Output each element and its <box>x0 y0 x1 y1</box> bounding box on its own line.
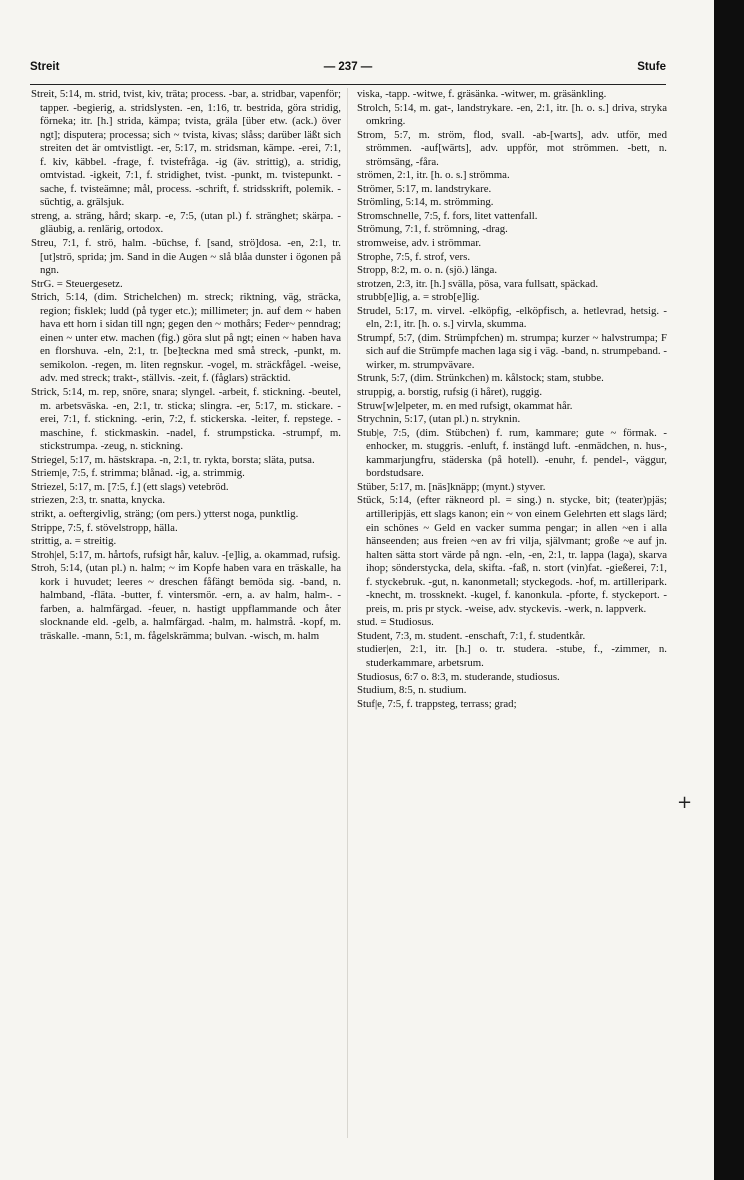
dictionary-entry: Strich, 5:14, (dim. Strichelchen) m. streck; riktning, väg, sträcka, region; fisklek; ludd (på tyger etc.); millimeter; jn. auf dem ~ haben hava ett horn i sidan till ngn; gegen den ~ mothårs; Feder~ penndrag; einen ~ unter etw. machen (fig.) göra slut på ngt; einen ~ haben hava en florshuva. -eln, 2:1, tr. [be]teckna med små streck, -punkt, m. semikolon. -regen, m. liten regnskur. -vogel, m. sträckfågel. -weise, adv. med streck; trakt-, ställvis. -zeit, f. (fåglars) sträcktid. <box>31 291 341 385</box>
dictionary-entry: Stuf|e, 7:5, f. trappsteg, terrass; grad; <box>357 697 517 710</box>
dictionary-entry: Stroh, 5:14, (utan pl.) n. halm; ~ im Kopfe haben vara en träskalle, ha kork i huvudet; leeres ~ dreschen fåfängt bemöda sig. -band, n. halmband, -fläta. -butter, f. vintersmör. -ern, a. av halm, halm-. -farben, a. halmfärgad. -feuer, n. hastigt uppflammande och åter slocknande eld. -gelb, a. halmfärgad. -halm, m. halmstrå. -kopf, m. träskalle. -mann, 5:1, m. fågelskrämma; bulvan. -wisch, m. halm <box>31 562 341 642</box>
dictionary-entry: Striegel, 5:17, m. hästskrapa. -n, 2:1, tr. rykta, borsta; släta, putsa. <box>31 453 315 466</box>
header-first-word: Streit <box>30 61 60 73</box>
column-divider <box>347 88 348 1138</box>
dictionary-entry: viska, -tapp. -witwe, f. gräsänka. -witwer, m. gräsänkling. <box>357 88 607 100</box>
margin-plus-mark: + <box>677 792 693 813</box>
page-header <box>30 61 666 81</box>
dictionary-entry: Strumpf, 5:7, (dim. Strümpfchen) m. strumpa; kurzer ~ halvstrumpa; F sich auf die Strümpfe machen laga sig i väg. -band, n. strumpeband. -wirker, m. strumpvävare. <box>357 331 667 371</box>
dictionary-entry: Stück, 5:14, (efter räkneord pl. = sing.) n. stycke, bit; (teater)pjäs; artilleripjäs, ett slags kanon; ein ~ von einem Gelehrten ett slags lärd; ein schönes ~ Geld en vacker summa pengar; in allen ~en i alla hänseenden; aus freien ~en av fri vilja, självmant; große ~e auf jn. halten sätta stort värde på ngn. -eln, -en, 2:1, tr. lappa (laga), skarva ihop; sönderstycka, dela, skifta. -faß, n. stort (vin)fat. -gießerei, 7:1, f. styckebruk. -gut, n. kanonmetall; styckegods. -hof, m. artilleripark. -knecht, m. trossknekt. -kugel, f. kanonkula. -pforte, f. styckeport. -preis, m. pris pr styck. -weise, adv. styckevis. -werk, n. lappverk. <box>357 494 667 615</box>
dictionary-entry: strubb[e]lig, a. = strob[e]lig. <box>357 291 480 304</box>
dictionary-entry: Striem|e, 7:5, f. strimma; blånad. -ig, a. strimmig. <box>31 467 245 480</box>
dictionary-entry: Streit, 5:14, m. strid, tvist, kiv, träta; process. -bar, a. stridbar, vapenför; tapper. -begierig, a. stridslysten. -en, 1:16, tr. bestrida, göra stridig, förneka; itr. [h.] strida, kämpa; tvista, gräla [über etw. (ack.) över ngt]; disputera; processa; sich ~ tvista, kivas; slåss; darüber läßt sich streiten det är omtvistligt. -er, 5:17, m. stridsman, kämpe. -erei, 7:1, f. kiv, käbbel. -frage, f. tvistefråga. -ig (äv. strittig), a. stridig, omtvistad. -igkeit, 7:1, f. stridighet, tvist. -punkt, m. tvistepunkt. -sache, f. tvisteämne; mål, process. -schrift, f. stridsskrift, polemik. -süchtig, a. grälsjuk. <box>31 88 341 209</box>
dictionary-entry: Student, 7:3, m. student. -enschaft, 7:1, f. studentkår. <box>357 629 586 642</box>
dictionary-entry: Strippe, 7:5, f. stövelstropp, hälla. <box>31 521 178 534</box>
dictionary-entry: strikt, a. oeftergivlig, sträng; (om pers.) ytterst noga, punktlig. <box>31 507 299 520</box>
right-column <box>357 88 667 1148</box>
dictionary-entry: Strick, 5:14, m. rep, snöre, snara; slyngel. -arbeit, f. stickning. -beutel, m. arbetsväska. -en, 2:1, tr. sticka; slingra. -er, 5:17, m. stickare. -erei, 7:1, f. stickning. -erin, 7:2, f. stickerska. -leiter, f. repstege. -maschine, f. stickmaskin. -nadel, f. strumpsticka. -strumpf, m. stickstrumpa. -zeug, n. stickning. <box>31 386 341 453</box>
dictionary-entry: Struw[w]elpeter, m. en med rufsigt, okammat hår. <box>357 399 573 412</box>
dictionary-entry: studier|en, 2:1, itr. [h.] o. tr. studera. -stube, f., -zimmer, n. studerkammare, arbetsrum. <box>357 643 667 669</box>
dictionary-entry: struppig, a. borstig, rufsig (i håret), ruggig. <box>357 386 543 399</box>
dictionary-entry: Strophe, 7:5, f. strof, vers. <box>357 250 471 263</box>
dictionary-entry: Studiosus, 6:7 o. 8:3, m. studerande, studiosus. <box>357 670 560 683</box>
dictionary-entry: StrG. = Steuergesetz. <box>31 277 123 290</box>
dictionary-entry: Studium, 8:5, n. studium. <box>357 684 467 697</box>
dictionary-entry: Stüber, 5:17, m. [näs]knäpp; (mynt.) styver. <box>357 480 546 493</box>
dictionary-entry: streng, a. sträng, hård; skarp. -e, 7:5, (utan pl.) f. stränghet; skärpa. -gläubig, a. renlärig, ortodox. <box>31 209 341 236</box>
scan-edge <box>714 0 744 1180</box>
dictionary-entry: stromweise, adv. i strömmar. <box>357 237 482 250</box>
header-last-word: Stufe <box>637 61 666 73</box>
dictionary-entry: Strunk, 5:7, (dim. Strünkchen) m. kålstock; stam, stubbe. <box>357 372 604 385</box>
dictionary-entry: Striezel, 5:17, m. [7:5, f.] (ett slags) vetebröd. <box>31 480 229 493</box>
dictionary-entry: Strömer, 5:17, m. landstrykare. <box>357 182 492 195</box>
dictionary-entry: Strömling, 5:14, m. strömming. <box>357 196 494 209</box>
dictionary-entry: strömen, 2:1, itr. [h. o. s.] strömma. <box>357 169 510 182</box>
dictionary-entry: Stub|e, 7:5, (dim. Stübchen) f. rum, kammare; gute ~ förmak. -enhocker, m. stuggris. -enluft, f. instängd luft. -enmädchen, n. hus-, kammarjungfru, städerska (på hotell). -enuhr, f. pendel-, väggur, bordstudsare. <box>357 426 667 480</box>
dictionary-entry: Strolch, 5:14, m. gat-, landstrykare. -en, 2:1, itr. [h. o. s.] driva, stryka omkring. <box>357 101 667 128</box>
dictionary-entry: strittig, a. = streitig. <box>31 535 117 548</box>
dictionary-entry: Stropp, 8:2, m. o. n. (sjö.) länga. <box>357 264 498 277</box>
dictionary-entry: Streu, 7:1, f. strö, halm. -büchse, f. [sand, strö]dosa. -en, 2:1, tr. [ut]strö, sprida; jm. Sand in die Augen ~ slå blåa dunster i ögonen på ngn. <box>31 237 341 277</box>
dictionary-entry: Stromschnelle, 7:5, f. fors, litet vattenfall. <box>357 209 538 222</box>
page-number: — 237 — <box>323 61 373 73</box>
header-rule <box>30 84 666 85</box>
dictionary-entry: strotzen, 2:3, itr. [h.] svälla, pösa, vara fullsatt, späckad. <box>357 277 599 290</box>
dictionary-entry: Strömung, 7:1, f. strömning, -drag. <box>357 223 508 236</box>
dictionary-entry: striezen, 2:3, tr. snatta, knycka. <box>31 494 166 507</box>
dictionary-entry: stud. = Studiosus. <box>357 616 434 629</box>
dictionary-entry: Stroh|el, 5:17, m. hårtofs, rufsigt hår, kaluv. -[e]lig, a. okammad, rufsig. <box>31 548 341 561</box>
left-column <box>31 88 341 1148</box>
dictionary-entry: Strudel, 5:17, m. virvel. -elköpfig, -elköpfisch, a. hetlevrad, hetsig. -eln, 2:1, itr. [h. o. s.] virvla, skumma. <box>357 304 667 331</box>
dictionary-entry: Strychnin, 5:17, (utan pl.) n. stryknin. <box>357 413 521 426</box>
dictionary-entry: Strom, 5:7, m. ström, flod, svall. -ab-[warts], adv. utför, med strömmen. -auf[wärts], adv. uppför, mot strömmen. -bett, n. strömsäng, -fåra. <box>357 128 667 168</box>
